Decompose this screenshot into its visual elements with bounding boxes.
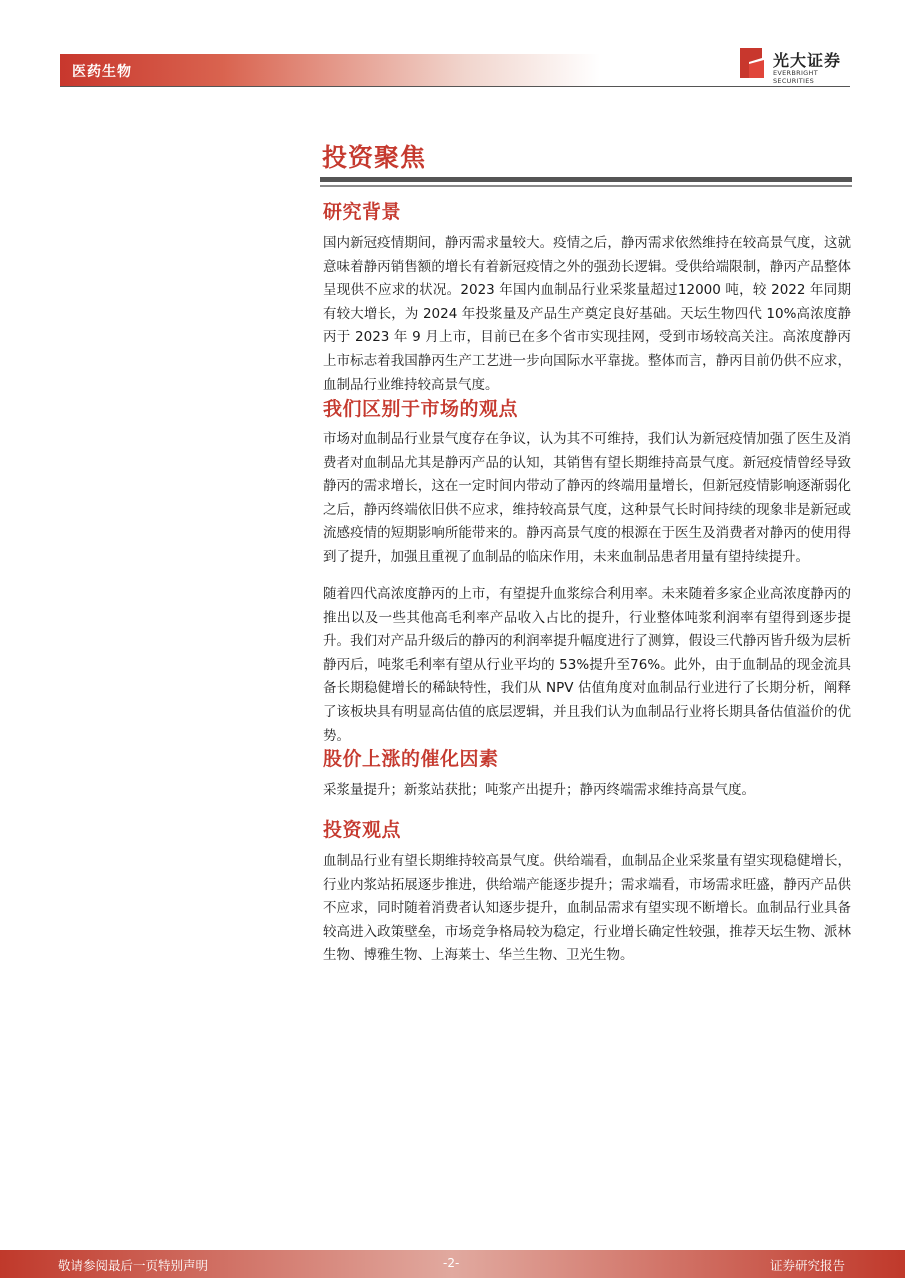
heading-catalysts: 股价上涨的催化因素 bbox=[323, 748, 499, 770]
footer-report-type: 证券研究报告 bbox=[769, 1258, 845, 1273]
paragraph-differentiated-view-1: 市场对血制品行业景气度存在争议，认为其不可维持，我们认为新冠疫情加强了医生及消费者对血制品尤其是静丙产品的认知，其销售有望长期维持高景气度。新冠疫情曾经导致静丙的需求增长，这在一定时间内带动了静丙的终端用量增长，但新冠疫情影响逐渐弱化之后，静丙终端依旧供不应求，维持较高景气度，这种景气长时间持续的现象非是新冠或流感疫情的短期影响所能带来的。静丙高景气度的根源在于医生及消费者对静丙的使用得到了提升，加强且重视了血制品的临床作用，未来血制品患者用量有望持续提升。 bbox=[323, 431, 851, 565]
heading-differentiated-view: 我们区别于市场的观点 bbox=[323, 398, 519, 420]
section-tag: 医药生物 bbox=[72, 64, 132, 80]
paragraph-catalysts: 采浆量提升；新浆站获批；吨浆产出提升；静丙终端需求维持高景气度。 bbox=[323, 782, 755, 798]
footer-bar bbox=[0, 1250, 905, 1278]
paragraph-investment-view: 血制品行业有望长期维持较高景气度。供给端看，血制品企业采浆量有望实现稳健增长，行业内浆站拓展逐步推进，供给端产能逐步提升；需求端看，市场需求旺盛，静丙产品供不应求，同时随着消费者认知逐步提升，血制品需求有望实现不断增长。血制品行业具备较高进入政策壁垒，市场竞争格局较为稳定，行业增长确定性较强，推荐天坛生物、派林生物、博雅生物、上海莱士、华兰生物、卫光生物。 bbox=[323, 853, 851, 964]
heading-research-background: 研究背景 bbox=[323, 201, 402, 223]
heading-investment-view: 投资观点 bbox=[323, 819, 402, 841]
header-divider bbox=[60, 86, 850, 87]
paragraph-differentiated-view-2: 随着四代高浓度静丙的上市，有望提升血浆综合利用率。未来随着多家企业高浓度静丙的推出以及一些其他高毛利率产品收入占比的提升，行业整体吨浆利润率有望得到逐步提升。我们对产品升级后的静丙的利润率提升幅度进行了测算，假设三代静丙皆升级为层析静丙后，吨浆毛利率有望从行业平均的 53%提升至76%。此外，由于血制品的现金流具备长期稳健增长的稀缺特性，我们从 NPV 估值角度对血制品行业进行了长期分析，阐释了该板块具有明显高估值的底层逻辑，并且我们认为血制品行业将长期具备估值溢价的优势。 bbox=[323, 586, 851, 744]
page-title: 投资聚焦 bbox=[322, 143, 427, 172]
footer-disclaimer: 敬请参阅最后一页特别声明 bbox=[58, 1258, 209, 1273]
logo-chinese-name: 光大证券 bbox=[773, 51, 842, 70]
paragraph-research-background: 国内新冠疫情期间，静丙需求量较大。疫情之后，静丙需求依然维持在较高景气度，这就意味着静丙销售额的增长有着新冠疫情之外的强劲长逻辑。受供给端限制，静丙产品整体呈现供不应求的状况。2023 年国内血制品行业采浆量超过12000 吨，较 2022 年同期有较大增长，为 2024 年投浆量及产品生产奠定良好基础。天坛生物四代 10%高浓度静丙于 2023 年 9 月上市，目前已在多个省市实现挂网，受到市场较高关注。高浓度静丙上市标志着我国静丙生产工艺进一步向国际水平靠拢。整体而言，静丙目前仍供不应求，血制品行业维持较高景气度。 bbox=[323, 235, 851, 393]
section-tag-banner bbox=[60, 54, 600, 86]
title-divider-thick bbox=[320, 177, 852, 182]
logo-english-name: EVERBRIGHT SECURITIES bbox=[773, 69, 818, 85]
title-divider-thin bbox=[320, 185, 852, 187]
everbright-logo-icon bbox=[738, 46, 766, 80]
company-logo bbox=[738, 46, 858, 85]
page-number: -2- bbox=[443, 1256, 460, 1270]
